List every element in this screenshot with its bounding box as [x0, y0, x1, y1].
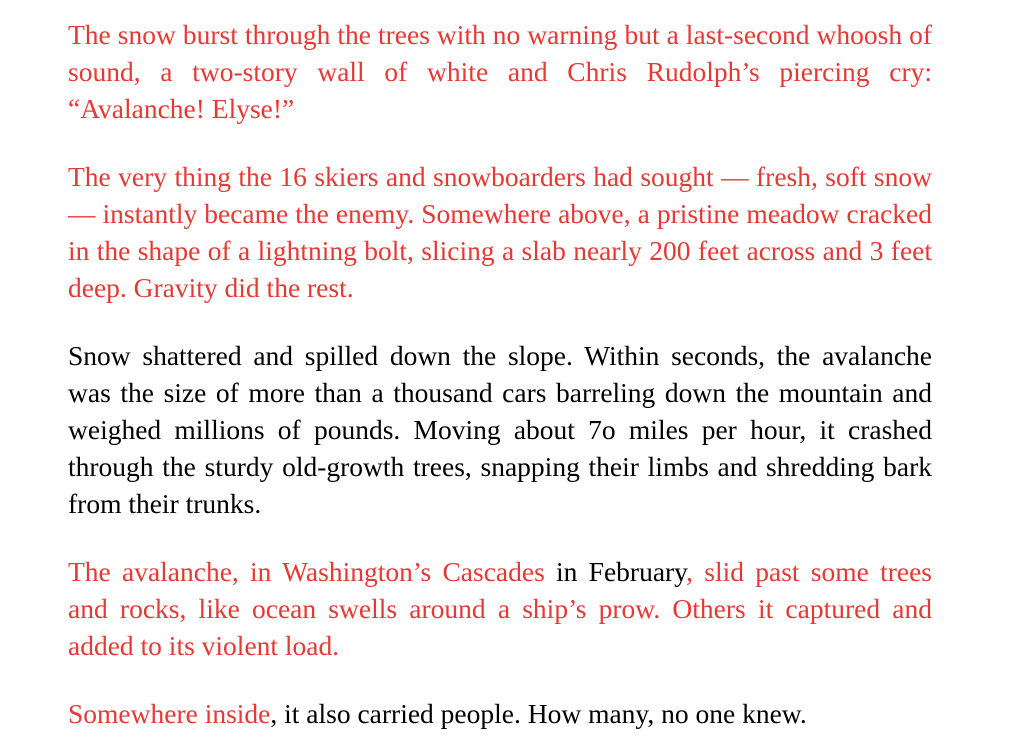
- paragraph-4: [68, 553, 932, 664]
- paragraph-5: [68, 695, 932, 732]
- highlighted-text: Somewhere inside: [68, 698, 271, 729]
- paragraph-1: [68, 16, 932, 127]
- plain-text: in February: [544, 556, 687, 587]
- highlighted-text: The very thing the 16 skiers and snowboarders had sought — fresh, soft snow — instantly became the enemy. Somewhere above, a pristine meadow cracked in the shape of a lightning bolt, slicing a slab nearly 200 feet across and 3 feet deep. Gravity did the rest.: [68, 161, 932, 303]
- highlighted-text: The snow burst through the trees with no warning but a last-second whoosh of sound, a two-story wall of white and Chris Rudolph’s piercing cry: “Avalanche! Elyse!”: [68, 19, 932, 124]
- plain-text: Snow shattered and spilled down the slope. Within seconds, the avalanche was the size of more than a thousand cars barreling down the mountain and weighed millions of pounds. Moving about 7o miles per hour, it crashed through the sturdy old-growth trees, snapping their limbs and shredding bark from their trunks.: [68, 340, 932, 519]
- paragraph-2: [68, 158, 932, 306]
- plain-text: , it also carried people. How many, no one knew.: [270, 698, 807, 729]
- article-body: [68, 16, 932, 732]
- paragraph-3: [68, 337, 932, 522]
- highlighted-text: The avalanche, in Washington’s Cascades: [68, 556, 545, 587]
- highlighted-text: , slid past some trees and rocks, like ocean swells around a ship’s prow. Others it captured and added to its violent load.: [68, 556, 932, 661]
